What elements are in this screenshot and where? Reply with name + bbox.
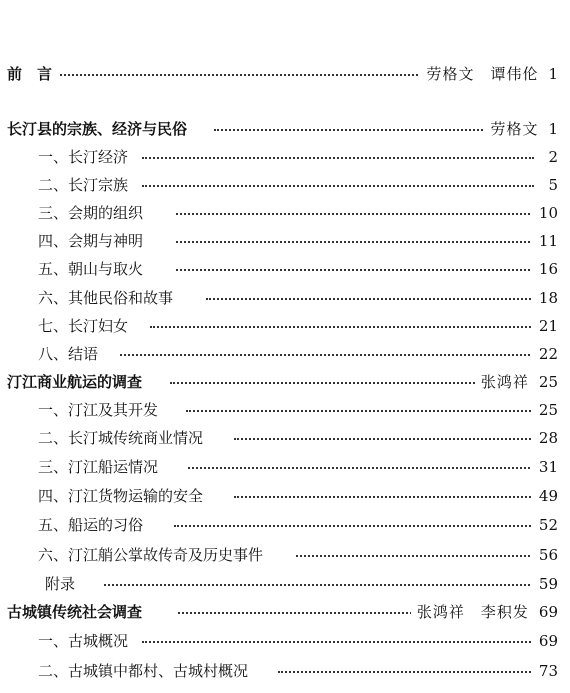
dot-leader	[296, 555, 534, 557]
toc-entry	[0, 117, 570, 141]
entry-meta	[531, 257, 558, 281]
entry-page: 5	[548, 176, 558, 194]
entry-meta	[531, 286, 558, 310]
entry-title: 六、汀江艄公掌故传奇及历史事件	[38, 543, 269, 567]
entry-title: 二、长汀城传统商业情况	[38, 426, 209, 450]
entry-page: 21	[538, 317, 558, 335]
entry-meta	[531, 229, 558, 253]
entry-page: 28	[538, 429, 558, 447]
entry-title: 一、古城概况	[38, 629, 134, 653]
entry-page: 69	[538, 603, 558, 621]
dot-leader	[142, 185, 534, 187]
entry-title: 三、会期的组织	[38, 201, 149, 225]
dot-leader	[104, 584, 534, 586]
toc-entry	[0, 426, 570, 450]
toc-entry	[0, 62, 570, 86]
entry-page: 22	[538, 345, 558, 363]
entry-page: 31	[538, 458, 558, 476]
entry-title: 五、朝山与取火	[38, 257, 149, 281]
entry-page: 56	[538, 546, 558, 564]
dot-leader	[278, 671, 534, 673]
dot-leader	[142, 157, 534, 159]
entry-meta	[531, 426, 558, 450]
entry-title: 二、长汀宗族	[38, 173, 134, 197]
entry-title: 六、其他民俗和故事	[38, 286, 179, 310]
entry-title: 前 言	[7, 62, 58, 86]
entry-page: 2	[548, 148, 558, 166]
entry-title: 三、汀江船运情况	[38, 455, 164, 479]
entry-meta	[531, 543, 558, 567]
entry-meta	[531, 342, 558, 366]
toc-entry	[0, 201, 570, 225]
dot-leader	[150, 326, 534, 328]
entry-title: 附录	[45, 572, 81, 596]
entry-authors: 张鸿祥 李积发	[416, 603, 529, 621]
entry-meta	[531, 629, 558, 653]
entry-meta	[531, 572, 558, 596]
dot-leader	[188, 467, 534, 469]
entry-page: 25	[538, 373, 558, 391]
toc-entry	[0, 229, 570, 253]
entry-meta	[531, 484, 558, 508]
entry-page: 25	[538, 401, 558, 419]
toc-entry	[0, 629, 570, 653]
entry-title: 古城镇传统社会调查	[7, 600, 148, 624]
entry-authors: 张鸿祥	[480, 373, 529, 391]
entry-page: 73	[538, 662, 558, 680]
entry-page: 1	[548, 120, 558, 138]
toc-entry	[0, 370, 570, 394]
dot-leader	[234, 438, 534, 440]
toc-entry	[0, 145, 570, 169]
entry-meta	[531, 398, 558, 422]
entry-meta	[540, 145, 558, 169]
entry-meta	[475, 370, 558, 394]
toc-entry	[0, 513, 570, 537]
toc-entry	[0, 600, 570, 624]
entry-title: 二、古城镇中都村、古城村概况	[38, 659, 254, 683]
entry-page: 16	[538, 260, 558, 278]
entry-meta	[411, 600, 558, 624]
dot-leader	[142, 641, 534, 643]
toc-entry	[0, 398, 570, 422]
entry-page: 52	[538, 516, 558, 534]
dot-leader	[234, 496, 534, 498]
entry-page: 59	[538, 575, 558, 593]
toc-entry	[0, 342, 570, 366]
entry-title: 一、汀江及其开发	[38, 398, 164, 422]
entry-authors: 劳格文	[490, 120, 539, 138]
entry-authors: 劳格文 谭伟伦	[426, 65, 539, 83]
dot-leader	[178, 612, 420, 614]
dot-leader	[174, 525, 534, 527]
entry-page: 1	[548, 65, 558, 83]
entry-page: 18	[538, 289, 558, 307]
toc-entry	[0, 314, 570, 338]
dot-leader	[176, 241, 534, 243]
entry-meta	[531, 455, 558, 479]
entry-title: 四、会期与神明	[38, 229, 149, 253]
dot-leader	[176, 269, 534, 271]
entry-meta	[531, 201, 558, 225]
toc-entry	[0, 543, 570, 567]
entry-meta	[420, 62, 558, 86]
toc-entry	[0, 659, 570, 683]
dot-leader	[176, 213, 534, 215]
entry-title: 四、汀江货物运输的安全	[38, 484, 209, 508]
entry-title: 五、船运的习俗	[38, 513, 149, 537]
entry-page: 49	[538, 487, 558, 505]
toc-entry	[0, 257, 570, 281]
entry-meta	[540, 173, 558, 197]
dot-leader	[170, 382, 490, 384]
entry-meta	[531, 513, 558, 537]
entry-title: 长汀县的宗族、经济与民俗	[7, 117, 193, 141]
toc-entry	[0, 484, 570, 508]
toc-entry	[0, 455, 570, 479]
entry-page: 11	[538, 232, 558, 250]
entry-meta	[531, 314, 558, 338]
toc-entry	[0, 173, 570, 197]
dot-leader	[186, 410, 534, 412]
dot-leader	[206, 298, 534, 300]
entry-meta	[484, 117, 558, 141]
entry-page: 69	[538, 632, 558, 650]
entry-title: 八、结语	[38, 342, 104, 366]
entry-page: 10	[538, 204, 558, 222]
entry-title: 七、长汀妇女	[38, 314, 134, 338]
entry-title: 汀江商业航运的调查	[7, 370, 148, 394]
toc-entry	[0, 572, 570, 596]
entry-title: 一、长汀经济	[38, 145, 134, 169]
toc-entry	[0, 286, 570, 310]
entry-meta	[531, 659, 558, 683]
dot-leader	[120, 354, 534, 356]
